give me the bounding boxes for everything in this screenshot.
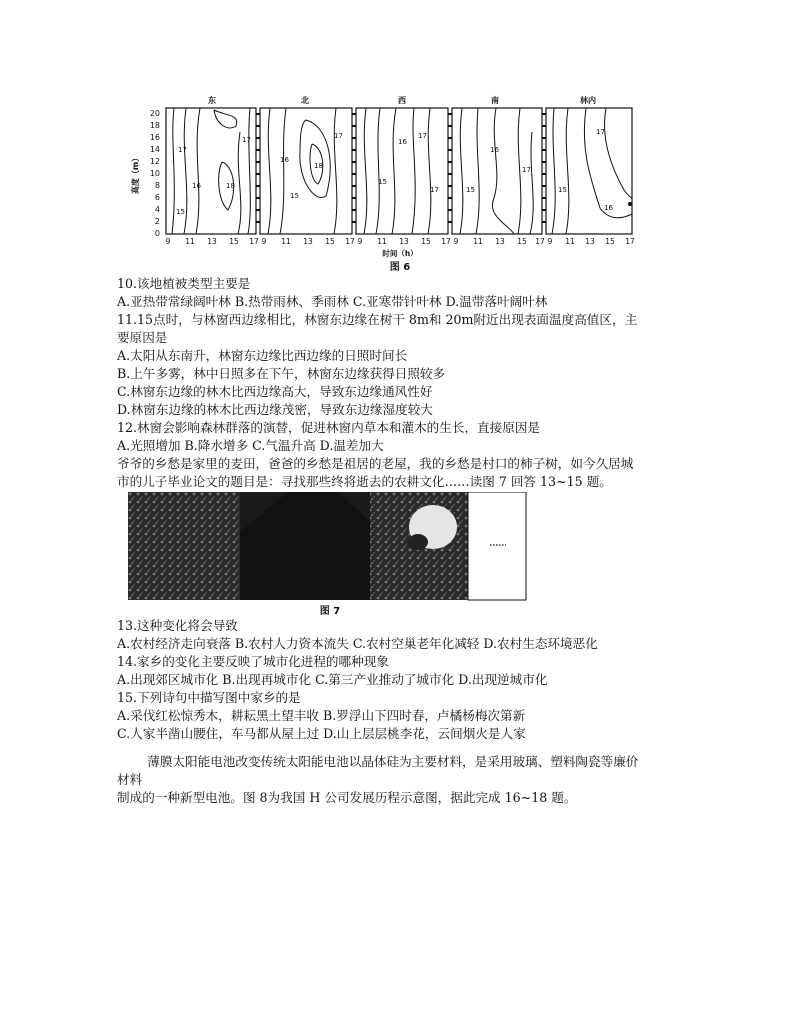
question-line: 14.家乡的变化主要反映了城市化进程的哪种现象 [117, 654, 389, 669]
trunk-rungs [256, 114, 546, 222]
question-line: 12.林窗会影响森林群落的演替，促进林窗内草本和灌木的生长，直接原因是 [117, 420, 541, 435]
question-line: 13.这种变化将会导致 [117, 618, 238, 633]
contour-label: 18 [226, 182, 235, 190]
contour-label: 15 [290, 192, 299, 200]
questions-block-2 [117, 617, 598, 743]
figure-6-contour-chart [130, 92, 650, 272]
contour-label: 16 [398, 138, 407, 146]
panel-title-north: 北 [301, 96, 309, 105]
y-axis-label: 高度（m） [131, 153, 140, 195]
figure-7-photo-strip [128, 492, 528, 617]
y-tick-8: 8 [154, 181, 160, 190]
contour-label: 15 [466, 186, 475, 194]
question-line: A.太阳从东南升，林窗东边缘比西边缘的日照时间长 [117, 348, 408, 363]
contour-label: 16 [280, 156, 289, 164]
contour-label: 18 [314, 162, 323, 170]
y-tick-20: 20 [149, 109, 160, 118]
y-tick-6: 6 [154, 193, 160, 202]
x-tick: 13 [495, 237, 505, 246]
question-line: C.林窗东边缘的林木比西边缘高大，导致东边缘通风性好 [117, 384, 433, 399]
panel-frame-north [260, 108, 352, 234]
x-tick: 9 [165, 237, 171, 246]
x-tick: 15 [325, 237, 335, 246]
x-tick: 15 [229, 237, 239, 246]
question-line: A.出现郊区城市化 B.出现再城市化 C.第三产业推动了城市化 D.出现逆城市化 [117, 672, 548, 687]
photo-blank-panel [468, 492, 526, 600]
x-tick: 15 [605, 237, 615, 246]
contour-label: 17 [334, 132, 343, 140]
x-tick: 9 [357, 237, 363, 246]
figure-7-caption: 图 7 [319, 606, 341, 617]
x-tick: 9 [261, 237, 267, 246]
contour-label: 17 [430, 186, 439, 194]
x-tick: 11 [281, 237, 291, 246]
y-tick-12: 12 [149, 157, 160, 166]
question-line: A.光照增加 B.降水增多 C.气温升高 D.温差加大 [117, 438, 384, 453]
x-tick: 15 [421, 237, 431, 246]
contour-label: 17 [596, 128, 605, 136]
x-axis-label: 时间（h） [382, 249, 418, 258]
question-line: 爷爷的乡愁是家里的麦田，爸爸的乡愁是祖居的老屋，我的乡愁是村口的柿子树，如今久居城 [117, 456, 634, 471]
panel-title-south: 南 [491, 96, 499, 105]
x-tick: 11 [473, 237, 483, 246]
x-tick: 17 [249, 237, 259, 246]
y-tick-2: 2 [154, 217, 160, 226]
question-line: 15.下列诗句中描写图中家乡的是 [117, 690, 301, 705]
question-line: 11.15点时，与林窗西边缘相比，林窗东边缘在树干 8m和 20m附近出现表面温度高值区，主 [117, 312, 638, 327]
y-tick-0: 0 [154, 229, 160, 238]
y-tick-18: 18 [149, 121, 160, 130]
question-line: A.农村经济走向衰落 B.农村人力资本流失 C.农村空巢老年化减轻 D.农村生态环境恶化 [117, 636, 598, 651]
x-tick: 17 [535, 237, 545, 246]
question-line: 市的儿子毕业论文的题目是：寻找那些终将逝去的农耕文化……读图 7 回答 13~15 题。 [117, 474, 612, 489]
passage-line: 薄膜太阳能电池改变传统太阳能电池以晶体硅为主要材料，是采用玻璃、塑料陶瓷等廉价 [147, 754, 639, 769]
contour-label: 15 [378, 178, 387, 186]
x-tick: 13 [585, 237, 595, 246]
x-tick: 17 [345, 237, 355, 246]
figure-6-caption: 图 6 [389, 262, 411, 272]
contour-label: 16 [490, 146, 499, 154]
question-line: A.采伐红松惊秀木，耕耘黑土望丰收 B.罗浮山下四时春，卢橘杨梅次第新 [117, 708, 526, 723]
x-tick: 11 [565, 237, 575, 246]
panel-title-forest: 林内 [580, 96, 596, 105]
contour-label: 15 [558, 186, 567, 194]
x-tick: 9 [547, 237, 553, 246]
photo-village-1 [128, 492, 240, 600]
x-tick: 17 [441, 237, 451, 246]
panel-title-west: 西 [398, 96, 406, 105]
x-tick: 15 [517, 237, 527, 246]
x-tick: 17 [625, 237, 635, 246]
question-line: 要原因是 [117, 330, 168, 345]
contour-label: 15 [176, 208, 185, 216]
contour-label: 17 [418, 132, 427, 140]
question-line: C.人家半凿山腰住，车马都从屋上过 D.山上层层桃李花，云间烟火是人家 [117, 726, 526, 741]
question-line: 10.该地植被类型主要是 [117, 276, 251, 291]
y-tick-14: 14 [149, 145, 160, 154]
panel-frame-west [356, 108, 448, 234]
y-tick-16: 16 [149, 133, 160, 142]
passage-block [117, 753, 638, 807]
contour-label: 17 [242, 136, 251, 144]
passage-line: 材料 [117, 772, 143, 787]
x-tick: 13 [207, 237, 217, 246]
x-tick: 11 [185, 237, 195, 246]
x-tick: 9 [453, 237, 459, 246]
x-tick: 11 [377, 237, 387, 246]
contour-label: 17 [522, 166, 531, 174]
question-line: B.上午多雾，林中日照多在下午，林窗东边缘获得日照较多 [117, 366, 446, 381]
y-tick-4: 4 [154, 205, 160, 214]
contour-label: 16 [192, 182, 201, 190]
contour-dot [628, 202, 632, 206]
contour-lines [172, 108, 632, 234]
trunk-separators [256, 108, 546, 234]
contour-label: 17 [178, 146, 187, 154]
y-tick-10: 10 [149, 169, 160, 178]
question-line: D.林窗东边缘的林木比西边缘茂密，导致东边缘湿度较大 [117, 402, 433, 417]
question-line: A.亚热带常绿阔叶林 B.热带雨林、季雨林 C.亚寒带针叶林 D.温带落叶阔叶林 [117, 294, 548, 309]
passage-line: 制成的一种新型电池。图 8为我国 H 公司发展历程示意图，据此完成 16~18 题。 [117, 790, 577, 805]
panel-title-east: 东 [208, 96, 216, 105]
x-tick: 13 [303, 237, 313, 246]
questions-block-1 [117, 275, 637, 491]
contour-label: 16 [604, 204, 613, 212]
x-tick: 13 [399, 237, 409, 246]
